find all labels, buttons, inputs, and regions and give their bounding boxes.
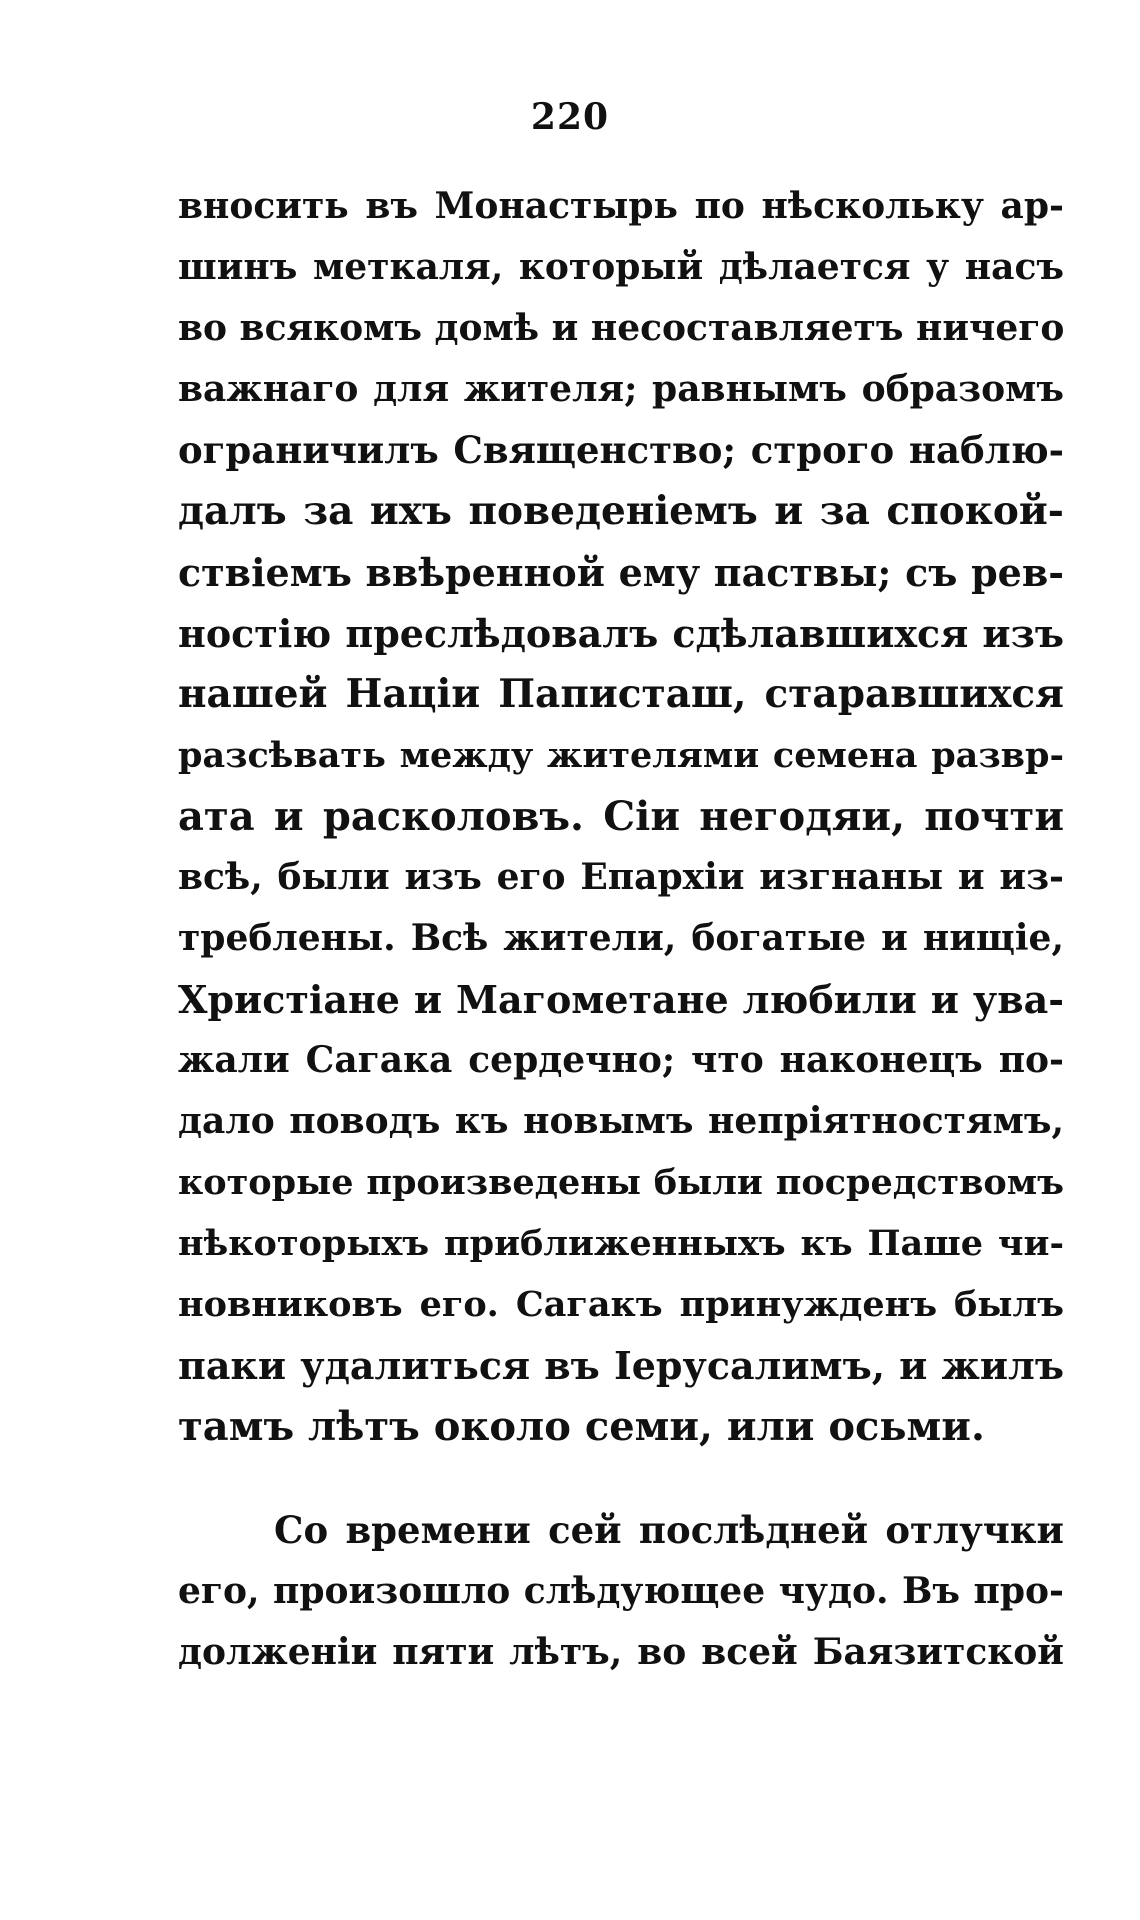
text-line: далъ за ихъ поведенiемъ и за спокой- xyxy=(178,488,1064,534)
text-line: жали Сагака сердечно; что наконецъ по- xyxy=(178,1039,1064,1081)
text-line: ограничилъ Священство; строго наблю- xyxy=(178,428,1064,472)
paragraph-1 xyxy=(178,176,1064,1457)
paragraph-2 xyxy=(178,1500,1064,1683)
text-line: важнаго для жителя; равнымъ образомъ xyxy=(178,368,1064,410)
text-line: дало поводъ къ новымъ непрiятностямъ, xyxy=(178,1100,1064,1142)
text-line: которые произведены были посредствомъ xyxy=(178,1162,1064,1203)
text-line: разсѣвать между жителями семена развр- xyxy=(178,735,1064,776)
text-line: вносить въ Монастырь по нѣскольку ар- xyxy=(178,185,1064,227)
text-line: паки удалиться въ Iерусалимъ, и жилъ xyxy=(178,1343,1064,1388)
text-line: во всякомъ домѣ и несоставляетъ ничего xyxy=(178,307,1065,349)
text-line: шинъ меткаля, который дѣлается у насъ xyxy=(178,246,1064,288)
text-line: Со времени сей послѣдней отлучки xyxy=(274,1508,1064,1552)
text-line: его, произошло слѣдующее чудо. Въ про- xyxy=(178,1570,1064,1612)
text-line: нѣкоторыхъ приближенныхъ къ Паше чи- xyxy=(178,1223,1064,1264)
text-line: нашей Нацiи Паписташ, старавшихся xyxy=(178,671,1064,717)
text-line: треблены. Всѣ жители, богатые и нищiе, xyxy=(178,917,1064,959)
text-line: всѣ, были изъ его Епархiи изгнаны и из- xyxy=(178,856,1064,898)
text-line: Христiане и Магометане любили и ува- xyxy=(178,977,1064,1022)
text-line: ата и расколовъ. Сiи негодяи, почти xyxy=(178,793,1064,840)
text-line: ностiю преслѣдовалъ сдѣлавшихся изъ xyxy=(178,611,1064,656)
text-line: ствiемъ ввѣренной ему паствы; съ рев- xyxy=(178,550,1064,595)
page-number: 220 xyxy=(530,96,610,138)
text-line: новниковъ его. Сагакъ принужденъ былъ xyxy=(178,1284,1064,1325)
text-line: долженiи пяти лѣтъ, во всей Баязитской xyxy=(178,1631,1064,1673)
text-line: тамъ лѣтъ около семи, или осьми. xyxy=(178,1403,985,1450)
